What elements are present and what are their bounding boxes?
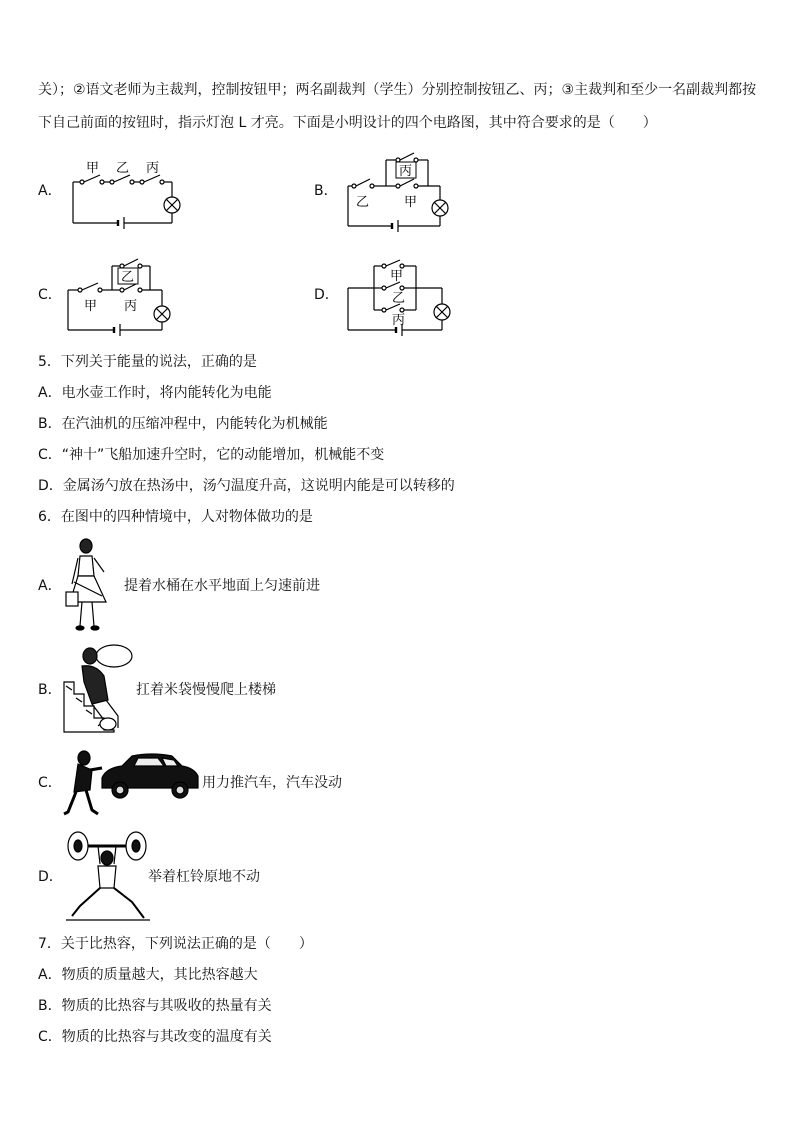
q5-option-b[interactable]: B．在汽油机的压缩冲程中，内能转化为机械能: [38, 416, 328, 432]
switch-label-jia: 甲: [86, 161, 100, 176]
q5-option-d[interactable]: D．金属汤勺放在热汤中，汤勺温度升高，这说明内能是可以转移的: [38, 478, 455, 494]
q7-stem: 7．关于比热容，下列说法正确的是（ ）: [38, 936, 313, 952]
switch-label-bing: 丙: [392, 313, 406, 328]
q6-option-a-caption: 提着水桶在水平地面上匀速前进: [124, 578, 320, 594]
q7-option-c[interactable]: C．物质的比热容与其改变的温度有关: [38, 1029, 272, 1045]
q6-option-c-letter[interactable]: C．: [38, 775, 62, 791]
q4-option-d-letter[interactable]: D．: [314, 287, 339, 303]
weightlifter-holding-barbell-illustration: [62, 828, 152, 924]
woman-carrying-bucket-illustration: [64, 536, 124, 634]
switch-label-jia: 甲: [84, 299, 98, 314]
man-climbing-stairs-with-rice-bag-illustration: [62, 642, 138, 736]
switch-label-bing: 丙: [146, 161, 160, 176]
q4-option-a-letter[interactable]: A．: [38, 183, 62, 199]
q7-option-a[interactable]: A．物质的质量越大，其比热容越大: [38, 967, 258, 983]
q5-stem: 5．下列关于能量的说法，正确的是: [38, 354, 257, 370]
q4-text-line-1: 关）；②语文老师为主裁判，控制按钮甲；两名副裁判（学生）分别控制按钮乙、丙；③主裁判和至少一名副裁判都按: [38, 82, 757, 98]
q5-option-c[interactable]: C．“神十”飞船加速升空时，它的动能增加，机械能不变: [38, 447, 385, 463]
q4-text-line-2: 下自己前面的按钮时，指示灯泡 L 才亮。下面是小明设计的四个电路图，其中符合要求的是（ ）: [38, 115, 657, 131]
q6-option-d-letter[interactable]: D．: [38, 869, 63, 885]
q4-circuit-a: [60, 152, 200, 232]
q4-circuit-b: [340, 148, 470, 236]
switch-label-bing: 丙: [399, 164, 413, 179]
switch-label-bing: 丙: [124, 299, 138, 314]
q6-option-c-caption: 用力推汽车，汽车没动: [202, 775, 342, 791]
switch-label-jia: 甲: [404, 195, 418, 210]
switch-label-yi: 乙: [356, 195, 370, 210]
q4-circuit-d: [340, 256, 470, 340]
q4-option-c-letter[interactable]: C．: [38, 287, 62, 303]
q4-circuit-c: [60, 254, 190, 338]
q6-stem: 6．在图中的四种情境中，人对物体做功的是: [38, 509, 313, 525]
q6-option-d-caption: 举着杠铃原地不动: [148, 869, 260, 885]
q4-option-b-letter[interactable]: B．: [314, 183, 338, 199]
q6-option-b-caption: 扛着米袋慢慢爬上楼梯: [136, 682, 276, 698]
switch-label-yi: 乙: [116, 161, 130, 176]
q7-option-b[interactable]: B．物质的比热容与其吸收的热量有关: [38, 998, 272, 1014]
q6-option-b-letter[interactable]: B．: [38, 682, 62, 698]
q5-option-a[interactable]: A．电水壶工作时，将内能转化为电能: [38, 385, 272, 401]
q6-option-a-letter[interactable]: A．: [38, 578, 62, 594]
switch-label-jia: 甲: [390, 269, 404, 284]
switch-label-yi: 乙: [392, 291, 406, 306]
man-pushing-car-illustration: [62, 748, 202, 820]
switch-label-yi: 乙: [121, 270, 135, 285]
